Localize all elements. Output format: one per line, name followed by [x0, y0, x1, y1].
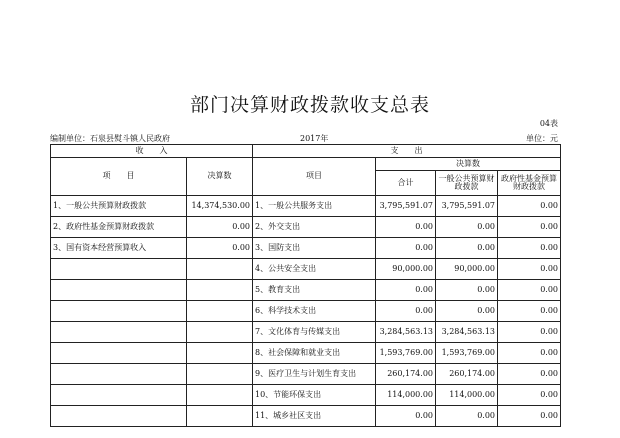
table-row [51, 385, 561, 406]
income-amount-cell [187, 385, 253, 406]
expense-general-cell: 90,000.00 [436, 259, 498, 280]
expense-general-cell: 3,284,563.13 [436, 322, 498, 343]
expense-item-cell: 3、国防支出 [253, 238, 376, 259]
expense-fund-cell: 0.00 [498, 238, 561, 259]
table-row [51, 259, 561, 280]
group-header-row [51, 145, 561, 158]
expense-total-cell: 0.00 [376, 238, 436, 259]
expense-total-cell: 260,174.00 [376, 364, 436, 385]
table-row [51, 280, 561, 301]
subheader-row-1 [51, 158, 561, 171]
page-title: 部门决算财政拨款收支总表 [189, 94, 430, 116]
income-amount-header: 决算数 [187, 158, 253, 196]
income-item-cell [51, 343, 187, 364]
income-item-cell [51, 406, 187, 427]
expense-total-cell: 0.00 [376, 280, 436, 301]
income-group-header: 收 入 [51, 145, 253, 158]
income-item-cell [51, 301, 187, 322]
income-amount-cell: 0.00 [187, 238, 253, 259]
income-amount-cell [187, 301, 253, 322]
expense-item-cell: 10、节能环保支出 [253, 385, 376, 406]
expense-fund-cell: 0.00 [498, 217, 561, 238]
expense-general-cell: 3,795,591.07 [436, 196, 498, 217]
revenue-expenditure-table [50, 144, 561, 427]
expense-item-cell: 2、外交支出 [253, 217, 376, 238]
expense-general-cell: 0.00 [436, 280, 498, 301]
compiling-unit: 编制单位：石泉县熨斗镇人民政府 [50, 134, 170, 143]
expense-total-cell: 114,000.00 [376, 385, 436, 406]
income-amount-cell [187, 259, 253, 280]
expense-total-cell: 3,795,591.07 [376, 196, 436, 217]
currency-unit: 单位：元 [526, 134, 558, 143]
expense-general-cell: 0.00 [436, 238, 498, 259]
expense-total-cell: 0.00 [376, 406, 436, 427]
expense-general-cell: 114,000.00 [436, 385, 498, 406]
income-item-header: 项 目 [51, 158, 187, 196]
income-item-cell [51, 322, 187, 343]
report-year: 2017年 [300, 134, 329, 143]
income-item-cell: 1、一般公共预算财政拨款 [51, 196, 187, 217]
expense-item-cell: 5、教育支出 [253, 280, 376, 301]
expense-item-header: 项目 [253, 158, 376, 196]
expense-fund-cell: 0.00 [498, 364, 561, 385]
expense-general-cell: 0.00 [436, 301, 498, 322]
income-amount-cell [187, 280, 253, 301]
table-row [51, 217, 561, 238]
expense-item-cell: 8、社会保障和就业支出 [253, 343, 376, 364]
income-amount-cell [187, 364, 253, 385]
expense-fund-cell: 0.00 [498, 280, 561, 301]
expense-fund-cell: 0.00 [498, 385, 561, 406]
form-number: 04表 [539, 119, 558, 128]
expense-item-cell: 9、医疗卫生与计划生育支出 [253, 364, 376, 385]
expense-total-cell: 90,000.00 [376, 259, 436, 280]
expense-fund-cell: 0.00 [498, 322, 561, 343]
expense-amount-header: 决算数 [376, 158, 561, 171]
table-row [51, 238, 561, 259]
general-budget-header: 一般公共预算财政拨款 [436, 171, 498, 196]
table-row [51, 343, 561, 364]
expense-fund-cell: 0.00 [498, 259, 561, 280]
table-row [51, 322, 561, 343]
expense-total-cell: 3,284,563.13 [376, 322, 436, 343]
expense-item-cell: 6、科学技术支出 [253, 301, 376, 322]
expense-general-cell: 0.00 [436, 217, 498, 238]
table-row [51, 196, 561, 217]
expense-general-cell: 1,593,769.00 [436, 343, 498, 364]
table-row [51, 364, 561, 385]
expense-item-cell: 11、城乡社区支出 [253, 406, 376, 427]
table-row [51, 406, 561, 427]
expense-total-cell: 0.00 [376, 301, 436, 322]
expense-item-cell: 1、一般公共服务支出 [253, 196, 376, 217]
expense-fund-cell: 0.00 [498, 406, 561, 427]
expense-general-cell: 260,174.00 [436, 364, 498, 385]
income-item-cell: 2、政府性基金预算财政拨款 [51, 217, 187, 238]
income-amount-cell [187, 406, 253, 427]
expense-fund-cell: 0.00 [498, 301, 561, 322]
expense-fund-cell: 0.00 [498, 343, 561, 364]
income-amount-cell: 14,374,530.00 [187, 196, 253, 217]
income-item-cell [51, 280, 187, 301]
income-item-cell [51, 259, 187, 280]
expense-total-cell: 1,593,769.00 [376, 343, 436, 364]
income-item-cell: 3、国有资本经营预算收入 [51, 238, 187, 259]
income-item-cell [51, 364, 187, 385]
table-row [51, 301, 561, 322]
income-amount-cell: 0.00 [187, 217, 253, 238]
expense-fund-cell: 0.00 [498, 196, 561, 217]
expense-item-cell: 4、公共安全支出 [253, 259, 376, 280]
expense-total-cell: 0.00 [376, 217, 436, 238]
expense-general-cell: 0.00 [436, 406, 498, 427]
income-amount-cell [187, 322, 253, 343]
income-item-cell [51, 385, 187, 406]
expense-item-cell: 7、文化体育与传媒支出 [253, 322, 376, 343]
expense-group-header: 支 出 [253, 145, 561, 158]
total-header: 合计 [376, 171, 436, 196]
gov-fund-header: 政府性基金预算财政拨款 [498, 171, 561, 196]
income-amount-cell [187, 343, 253, 364]
